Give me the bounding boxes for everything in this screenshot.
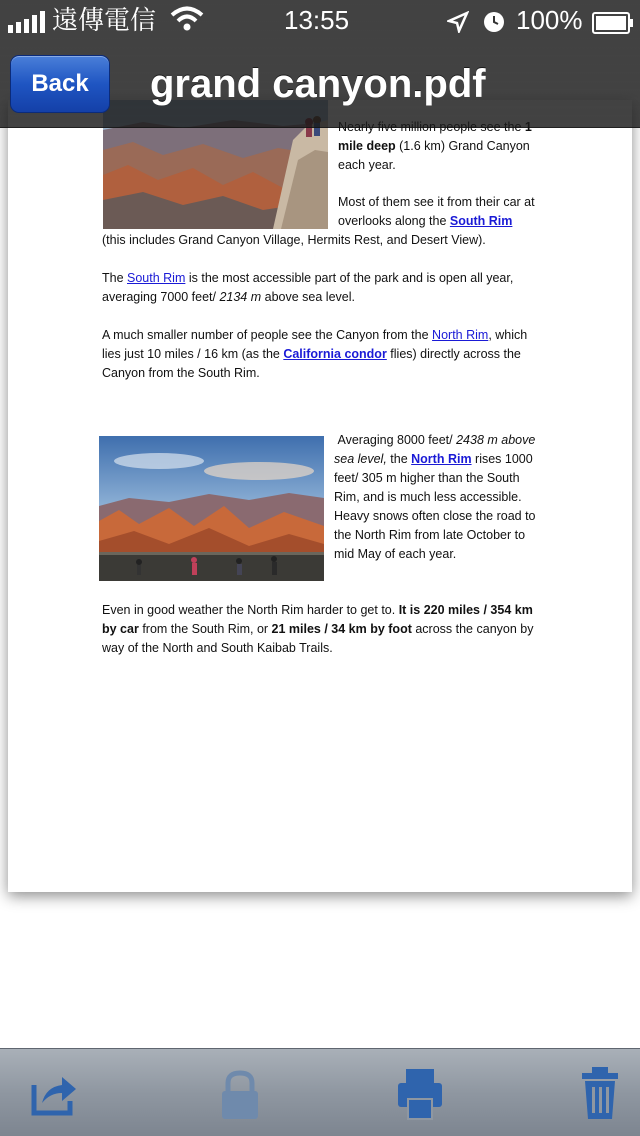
north-rim-link[interactable]: North Rim xyxy=(432,328,489,342)
paragraph-2: Most of them see it from their car at overlooks along the South Rim xyxy=(338,195,535,228)
battery-icon xyxy=(592,9,634,41)
wifi-icon xyxy=(170,6,204,39)
paragraph-3: The South Rim is the most accessible part of the park and is open all year, averaging 7000 feet/ 2134 m above sea level. xyxy=(102,271,514,304)
print-icon xyxy=(390,1063,450,1123)
carrier-name: 遠傳電信 xyxy=(52,5,157,35)
delete-button[interactable] xyxy=(570,1063,630,1123)
navigation-bar xyxy=(0,40,640,128)
trash-icon xyxy=(570,1063,630,1123)
alarm-clock-icon xyxy=(483,8,505,40)
lock-icon xyxy=(210,1063,270,1123)
location-arrow-icon xyxy=(447,8,469,40)
lock-button[interactable] xyxy=(210,1063,270,1123)
south-rim-link[interactable]: South Rim xyxy=(449,214,513,228)
south-rim-link-2[interactable]: South Rim xyxy=(127,271,186,285)
paragraph-5: Averaging 8000 feet/ 2438 m above sea level, the North Rim rises 1000 feet/ 305 m higher than the South Rim, and is much less accessible. Heavy snows often close the road to the North Rim from late October to mid May of each year. xyxy=(334,433,536,561)
paragraph-2-cont: (this includes Grand Canyon Village, Hermits Rest, and Desert View). xyxy=(102,233,486,247)
bottom-toolbar xyxy=(0,1048,640,1136)
north-rim-link-2[interactable]: North Rim xyxy=(411,452,472,466)
top-bar xyxy=(0,0,640,128)
print-button[interactable] xyxy=(390,1063,450,1123)
pdf-page[interactable] xyxy=(8,100,632,892)
paragraph-6: Even in good weather the North Rim harder to get to. It is 220 miles / 354 km by car from the South Rim, or 21 miles / 34 km by foot across the canyon by way of the North and South Kaibab Trails. xyxy=(102,603,534,655)
status-bar xyxy=(0,0,640,40)
paragraph-1: mile deep (1.6 km) Grand Canyon each year. xyxy=(338,139,530,172)
back-button[interactable]: Back xyxy=(10,55,110,113)
battery-percent: 100% xyxy=(516,5,583,35)
signal-strength-icon xyxy=(8,8,48,40)
share-button[interactable] xyxy=(24,1063,84,1123)
north-rim-photo xyxy=(99,436,324,581)
page-title: grand canyon.pdf xyxy=(150,62,486,106)
california-condor-link[interactable]: California condor xyxy=(283,347,387,361)
paragraph-4: A much smaller number of people see the Canyon from the North Rim, which lies just 10 miles / 16 km (as the California condor flies) directly across the Canyon from the South Rim. xyxy=(102,328,528,380)
share-icon xyxy=(24,1063,84,1123)
clock: 13:55 xyxy=(284,5,350,35)
